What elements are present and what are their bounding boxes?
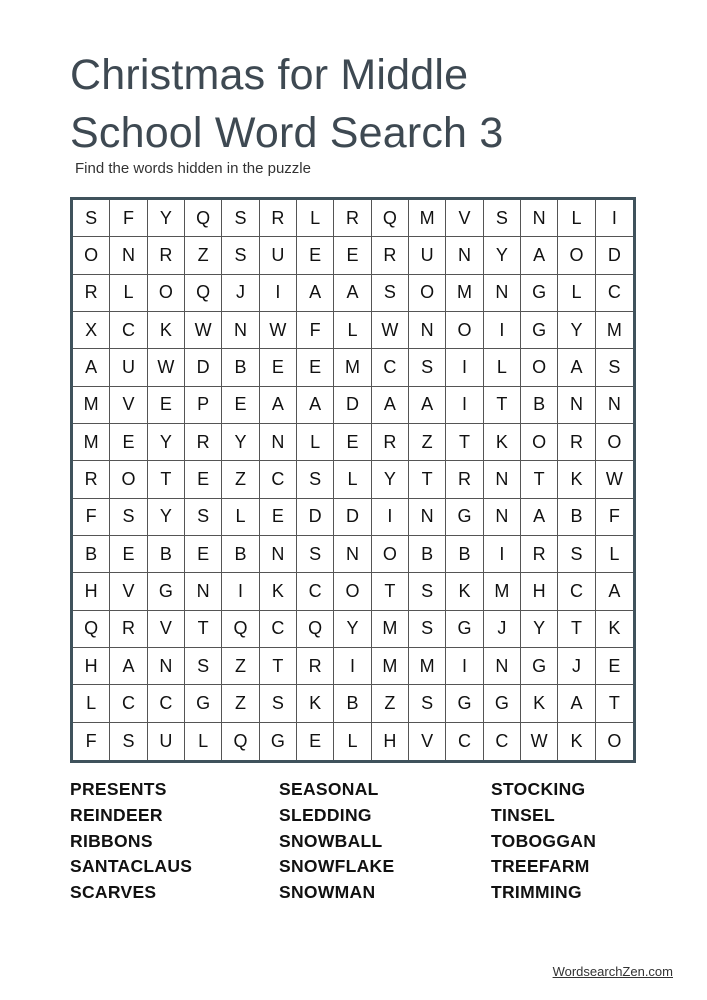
grid-cell[interactable]: G <box>260 723 297 760</box>
grid-cell[interactable]: H <box>73 648 110 685</box>
grid-cell[interactable]: E <box>222 387 259 424</box>
grid-cell[interactable]: M <box>446 275 483 312</box>
grid-cell[interactable]: A <box>73 349 110 386</box>
grid-cell[interactable]: L <box>222 499 259 536</box>
grid-cell[interactable]: E <box>260 349 297 386</box>
word-list-item: SEASONAL <box>279 779 379 799</box>
grid-cell[interactable]: Y <box>558 312 595 349</box>
grid-cell[interactable]: N <box>558 387 595 424</box>
grid-cell[interactable]: U <box>148 723 185 760</box>
grid-cell[interactable]: O <box>607 730 622 751</box>
grid-cell[interactable]: O <box>409 275 446 312</box>
grid-cell[interactable]: N <box>409 499 446 536</box>
grid-cell[interactable]: B <box>222 536 259 573</box>
grid-cell[interactable]: Q <box>222 611 259 648</box>
grid-cell[interactable]: D <box>297 499 334 536</box>
grid-cell[interactable]: S <box>409 573 446 610</box>
grid-cell[interactable]: T <box>409 461 446 498</box>
grid-cell[interactable]: F <box>73 499 110 536</box>
grid-cell[interactable]: Z <box>222 685 259 722</box>
grid-cell[interactable]: H <box>521 573 558 610</box>
grid-cell[interactable]: L <box>185 723 222 760</box>
grid-cell[interactable]: A <box>409 387 446 424</box>
grid-cell[interactable]: C <box>110 685 147 722</box>
grid-cell[interactable]: Y <box>148 424 185 461</box>
word-list-item: RIBBONS <box>70 830 153 851</box>
grid-cell[interactable]: Q <box>185 275 222 312</box>
word-list-item: SNOWBALL <box>279 830 383 851</box>
grid-cell[interactable]: C <box>596 275 633 312</box>
word-list-item: SANTACLAUS <box>70 856 193 877</box>
grid-cell[interactable]: O <box>372 536 409 573</box>
grid-cell[interactable]: U <box>409 237 446 274</box>
grid-cell[interactable]: Y <box>222 424 259 461</box>
grid-cell[interactable]: R <box>521 536 558 573</box>
grid-cell[interactable]: G <box>484 685 521 722</box>
grid-cell[interactable]: J <box>558 648 595 685</box>
grid-cell[interactable]: O <box>558 237 595 274</box>
instructions: Find the words hidden in the puzzle <box>75 160 311 177</box>
grid-cell[interactable]: N <box>409 312 446 349</box>
grid-cell[interactable]: L <box>334 461 371 498</box>
grid-cell[interactable]: Q <box>222 723 259 760</box>
grid-cell[interactable]: L <box>297 200 334 237</box>
grid-cell[interactable]: K <box>297 685 334 722</box>
grid-cell[interactable]: C <box>260 611 297 648</box>
grid-cell[interactable]: T <box>558 611 595 648</box>
grid-cell[interactable]: G <box>185 685 222 722</box>
grid-cell[interactable]: K <box>596 611 633 648</box>
grid-cell[interactable]: A <box>110 648 147 685</box>
grid-cell[interactable]: M <box>372 611 409 648</box>
grid-cell[interactable]: F <box>297 312 334 349</box>
grid-cell[interactable]: Y <box>372 461 409 498</box>
grid-cell[interactable]: E <box>297 349 334 386</box>
grid-cell[interactable]: A <box>372 387 409 424</box>
grid-cell[interactable]: B <box>222 349 259 386</box>
grid-cell[interactable]: F <box>596 499 633 536</box>
grid-cell[interactable]: I <box>446 387 483 424</box>
grid-cell[interactable]: M <box>409 200 446 237</box>
grid-cell[interactable]: B <box>73 536 110 573</box>
grid-cell[interactable]: T <box>596 685 633 722</box>
grid-cell[interactable]: U <box>110 349 147 386</box>
grid-cell[interactable]: M <box>73 424 110 461</box>
word-list-item: TRIMMING <box>491 882 582 903</box>
word-column <box>70 777 192 906</box>
grid-cell[interactable]: Q <box>372 200 409 237</box>
grid-cell[interactable]: B <box>409 536 446 573</box>
grid-cell[interactable]: N <box>185 573 222 610</box>
grid-cell[interactable]: K <box>558 461 595 498</box>
word-list-item: TREEFARM <box>491 856 590 877</box>
grid-cell[interactable]: F <box>110 200 147 237</box>
grid-cell[interactable]: Z <box>409 424 446 461</box>
grid-cell[interactable]: N <box>148 648 185 685</box>
grid-cell[interactable]: S <box>372 275 409 312</box>
grid-cell[interactable]: M <box>334 349 371 386</box>
grid-cell[interactable]: Z <box>185 237 222 274</box>
grid-cell[interactable]: N <box>484 275 521 312</box>
grid-cell[interactable]: P <box>185 387 222 424</box>
grid-cell[interactable]: W <box>260 312 297 349</box>
grid-cell[interactable]: Y <box>148 200 185 237</box>
grid-cell[interactable]: N <box>484 648 521 685</box>
word-list-item: SNOWMAN <box>279 882 376 903</box>
grid-cell[interactable]: M <box>596 312 633 349</box>
grid-cell[interactable]: S <box>409 349 446 386</box>
grid-cell[interactable]: T <box>521 461 558 498</box>
word-list-item: TINSEL <box>491 804 556 825</box>
grid-cell[interactable]: S <box>596 349 633 386</box>
grid-cell[interactable]: C <box>148 685 185 722</box>
grid-cell[interactable]: Q <box>297 611 334 648</box>
grid-cell[interactable]: C <box>297 573 334 610</box>
grid-cell[interactable]: C <box>260 461 297 498</box>
grid-cell[interactable]: W <box>372 312 409 349</box>
grid-cell[interactable]: E <box>110 424 147 461</box>
grid-cell[interactable]: B <box>521 387 558 424</box>
grid-cell[interactable]: Z <box>372 685 409 722</box>
grid-cell[interactable]: E <box>260 499 297 536</box>
grid-cell[interactable]: W <box>148 349 185 386</box>
grid-cell[interactable]: A <box>334 275 371 312</box>
word-column <box>491 777 596 906</box>
grid-cell[interactable]: L <box>73 685 110 722</box>
grid-cell[interactable]: V <box>148 611 185 648</box>
grid-cell[interactable]: S <box>110 499 147 536</box>
grid-cell[interactable]: S <box>484 200 521 237</box>
grid-cell[interactable]: T <box>148 461 185 498</box>
grid-cell[interactable]: S <box>185 648 222 685</box>
grid-cell[interactable]: M <box>484 573 521 610</box>
grid-cell[interactable]: M <box>372 648 409 685</box>
grid-cell[interactable]: S <box>185 499 222 536</box>
grid-cell[interactable]: N <box>260 424 297 461</box>
grid-cell[interactable]: U <box>260 237 297 274</box>
grid-cell[interactable]: I <box>334 648 371 685</box>
grid-cell[interactable]: T <box>446 424 483 461</box>
grid-cell[interactable]: C <box>372 349 409 386</box>
grid-cell[interactable]: O <box>446 312 483 349</box>
grid-cell[interactable]: T <box>372 573 409 610</box>
grid-cell[interactable]: I <box>260 275 297 312</box>
grid-cell[interactable]: E <box>110 536 147 573</box>
grid-cell[interactable]: N <box>484 499 521 536</box>
grid-cell[interactable]: L <box>558 275 595 312</box>
grid-cell[interactable]: L <box>334 723 371 760</box>
grid-cell[interactable]: S <box>222 237 259 274</box>
grid-cell[interactable]: G <box>521 312 558 349</box>
grid-cell[interactable]: R <box>185 424 222 461</box>
grid-cell[interactable]: Y <box>484 237 521 274</box>
grid-cell[interactable]: N <box>596 387 633 424</box>
grid-cell[interactable]: L <box>558 200 595 237</box>
grid-cell[interactable]: C <box>484 723 521 760</box>
grid-cell[interactable]: R <box>148 237 185 274</box>
grid-cell[interactable]: R <box>334 200 371 237</box>
grid-cell[interactable]: O <box>334 573 371 610</box>
grid-cell[interactable]: Y <box>334 611 371 648</box>
grid-cell[interactable]: N <box>521 200 558 237</box>
grid-cell[interactable]: N <box>446 237 483 274</box>
grid-cell[interactable]: V <box>446 200 483 237</box>
grid-cell[interactable]: K <box>484 424 521 461</box>
grid-cell[interactable]: Z <box>222 461 259 498</box>
word-column <box>279 777 394 906</box>
grid-cell[interactable]: A <box>521 237 558 274</box>
grid-cell[interactable]: L <box>110 275 147 312</box>
grid-cell[interactable]: Z <box>222 648 259 685</box>
grid-cell[interactable]: A <box>297 387 334 424</box>
grid-cell[interactable]: K <box>446 573 483 610</box>
grid-cell[interactable]: R <box>73 461 110 498</box>
grid-cell[interactable]: N <box>110 237 147 274</box>
grid-cell[interactable]: D <box>334 387 371 424</box>
grid-cell[interactable]: N <box>334 536 371 573</box>
grid-cell[interactable]: S <box>297 461 334 498</box>
grid-cell[interactable]: K <box>148 312 185 349</box>
grid-cell[interactable]: Y <box>148 499 185 536</box>
grid-cell[interactable]: F <box>73 723 110 760</box>
grid-cell[interactable]: E <box>334 237 371 274</box>
grid-cell[interactable]: I <box>446 349 483 386</box>
grid-cell[interactable]: N <box>222 312 259 349</box>
grid-cell[interactable]: A <box>521 499 558 536</box>
grid-cell[interactable]: W <box>596 461 633 498</box>
word-list-item: PRESENTS <box>70 779 167 799</box>
letter-grid <box>70 197 636 763</box>
grid-cell[interactable]: G <box>446 499 483 536</box>
site-link[interactable]: WordsearchZen.com <box>552 964 673 979</box>
grid-cell[interactable]: E <box>148 387 185 424</box>
grid-cell[interactable]: E <box>297 237 334 274</box>
grid-cell[interactable]: N <box>260 536 297 573</box>
grid-cell[interactable]: G <box>446 611 483 648</box>
grid-cell[interactable]: S <box>73 200 110 237</box>
grid-cell[interactable]: B <box>558 499 595 536</box>
grid-cell[interactable]: S <box>558 536 595 573</box>
word-list-item: STOCKING <box>491 779 586 799</box>
grid-cell[interactable]: E <box>297 723 334 760</box>
grid-cell[interactable]: R <box>260 200 297 237</box>
grid-cell[interactable]: G <box>521 648 558 685</box>
grid-cell[interactable]: R <box>110 611 147 648</box>
grid-cell[interactable]: R <box>297 648 334 685</box>
grid-cell[interactable]: A <box>260 387 297 424</box>
grid-cell[interactable]: I <box>484 536 521 573</box>
grid-cell[interactable]: O <box>148 275 185 312</box>
grid-cell[interactable]: V <box>409 723 446 760</box>
grid-cell[interactable]: B <box>334 685 371 722</box>
grid-cell[interactable]: J <box>484 611 521 648</box>
grid-cell[interactable]: S <box>260 685 297 722</box>
grid-cell[interactable]: K <box>558 723 595 760</box>
grid-cell[interactable]: I <box>596 200 633 237</box>
grid-cell[interactable]: O <box>521 424 558 461</box>
grid-cell[interactable]: L <box>484 349 521 386</box>
grid-cell[interactable]: L <box>596 536 633 573</box>
grid-cell[interactable]: B <box>148 536 185 573</box>
page-title <box>70 46 503 162</box>
grid-cell[interactable]: O <box>73 237 110 274</box>
grid-cell[interactable]: Q <box>73 611 110 648</box>
word-list-item: REINDEER <box>70 804 163 825</box>
grid-cell[interactable]: S <box>409 611 446 648</box>
grid-cell[interactable]: W <box>521 723 558 760</box>
grid-cell[interactable]: K <box>521 685 558 722</box>
grid-cell[interactable]: X <box>73 312 110 349</box>
grid-cell[interactable]: R <box>372 237 409 274</box>
grid-cell[interactable]: A <box>558 349 595 386</box>
grid-cell[interactable]: T <box>484 387 521 424</box>
grid-cell[interactable]: E <box>334 424 371 461</box>
grid-cell[interactable]: T <box>185 611 222 648</box>
grid-cell[interactable]: A <box>596 573 633 610</box>
grid-cell[interactable]: R <box>446 461 483 498</box>
grid-cell[interactable]: S <box>297 536 334 573</box>
grid-cell[interactable]: C <box>446 723 483 760</box>
grid-cell[interactable]: B <box>446 536 483 573</box>
grid-cell[interactable]: R <box>73 275 110 312</box>
grid-cell[interactable]: C <box>110 312 147 349</box>
grid-cell[interactable]: W <box>185 312 222 349</box>
grid-cell[interactable]: I <box>446 648 483 685</box>
word-list-item: SLEDDING <box>279 804 372 825</box>
grid-cell[interactable]: E <box>596 648 633 685</box>
grid-cell[interactable]: H <box>73 573 110 610</box>
word-list-item: TOBOGGAN <box>491 830 597 851</box>
grid-cell[interactable]: Y <box>521 611 558 648</box>
grid-cell[interactable]: L <box>297 424 334 461</box>
grid-cell[interactable]: S <box>110 723 147 760</box>
grid-cell[interactable]: R <box>558 424 595 461</box>
word-list-item: SCARVES <box>70 882 157 903</box>
grid-cell[interactable]: S <box>222 200 259 237</box>
grid-cell[interactable]: K <box>260 573 297 610</box>
grid-cell[interactable]: A <box>558 685 595 722</box>
title-line-1: Christmas for Middle <box>70 51 469 99</box>
grid-cell[interactable]: E <box>185 536 222 573</box>
grid-cell[interactable]: L <box>334 312 371 349</box>
grid-cell[interactable]: N <box>484 461 521 498</box>
grid-cell[interactable]: M <box>409 648 446 685</box>
grid-cell[interactable]: G <box>446 685 483 722</box>
grid-cell[interactable]: D <box>596 237 633 274</box>
grid-cell[interactable]: C <box>558 573 595 610</box>
grid-cell[interactable]: V <box>110 573 147 610</box>
grid-cell[interactable]: G <box>148 573 185 610</box>
grid-cell[interactable]: H <box>372 723 409 760</box>
grid-cell[interactable]: D <box>334 499 371 536</box>
grid-cell[interactable]: Q <box>185 200 222 237</box>
grid-cell[interactable]: O <box>110 461 147 498</box>
title-line-2: School Word Search 3 <box>70 109 504 157</box>
grid-cell[interactable]: O <box>596 424 633 461</box>
grid-cell[interactable]: G <box>521 275 558 312</box>
grid-cell[interactable]: S <box>409 685 446 722</box>
grid-cell[interactable]: V <box>110 387 147 424</box>
grid-cell[interactable]: I <box>222 573 259 610</box>
grid-cell[interactable]: J <box>222 275 259 312</box>
grid-cell[interactable]: M <box>73 387 110 424</box>
grid-cell[interactable]: R <box>372 424 409 461</box>
grid-cell[interactable]: D <box>185 349 222 386</box>
grid-cell[interactable]: O <box>521 349 558 386</box>
grid-cell[interactable]: A <box>297 275 334 312</box>
grid-cell[interactable]: I <box>372 499 409 536</box>
grid-cell[interactable]: T <box>260 648 297 685</box>
grid-cell[interactable]: I <box>484 312 521 349</box>
word-list-item: SNOWFLAKE <box>279 856 395 877</box>
grid-cell[interactable]: E <box>185 461 222 498</box>
